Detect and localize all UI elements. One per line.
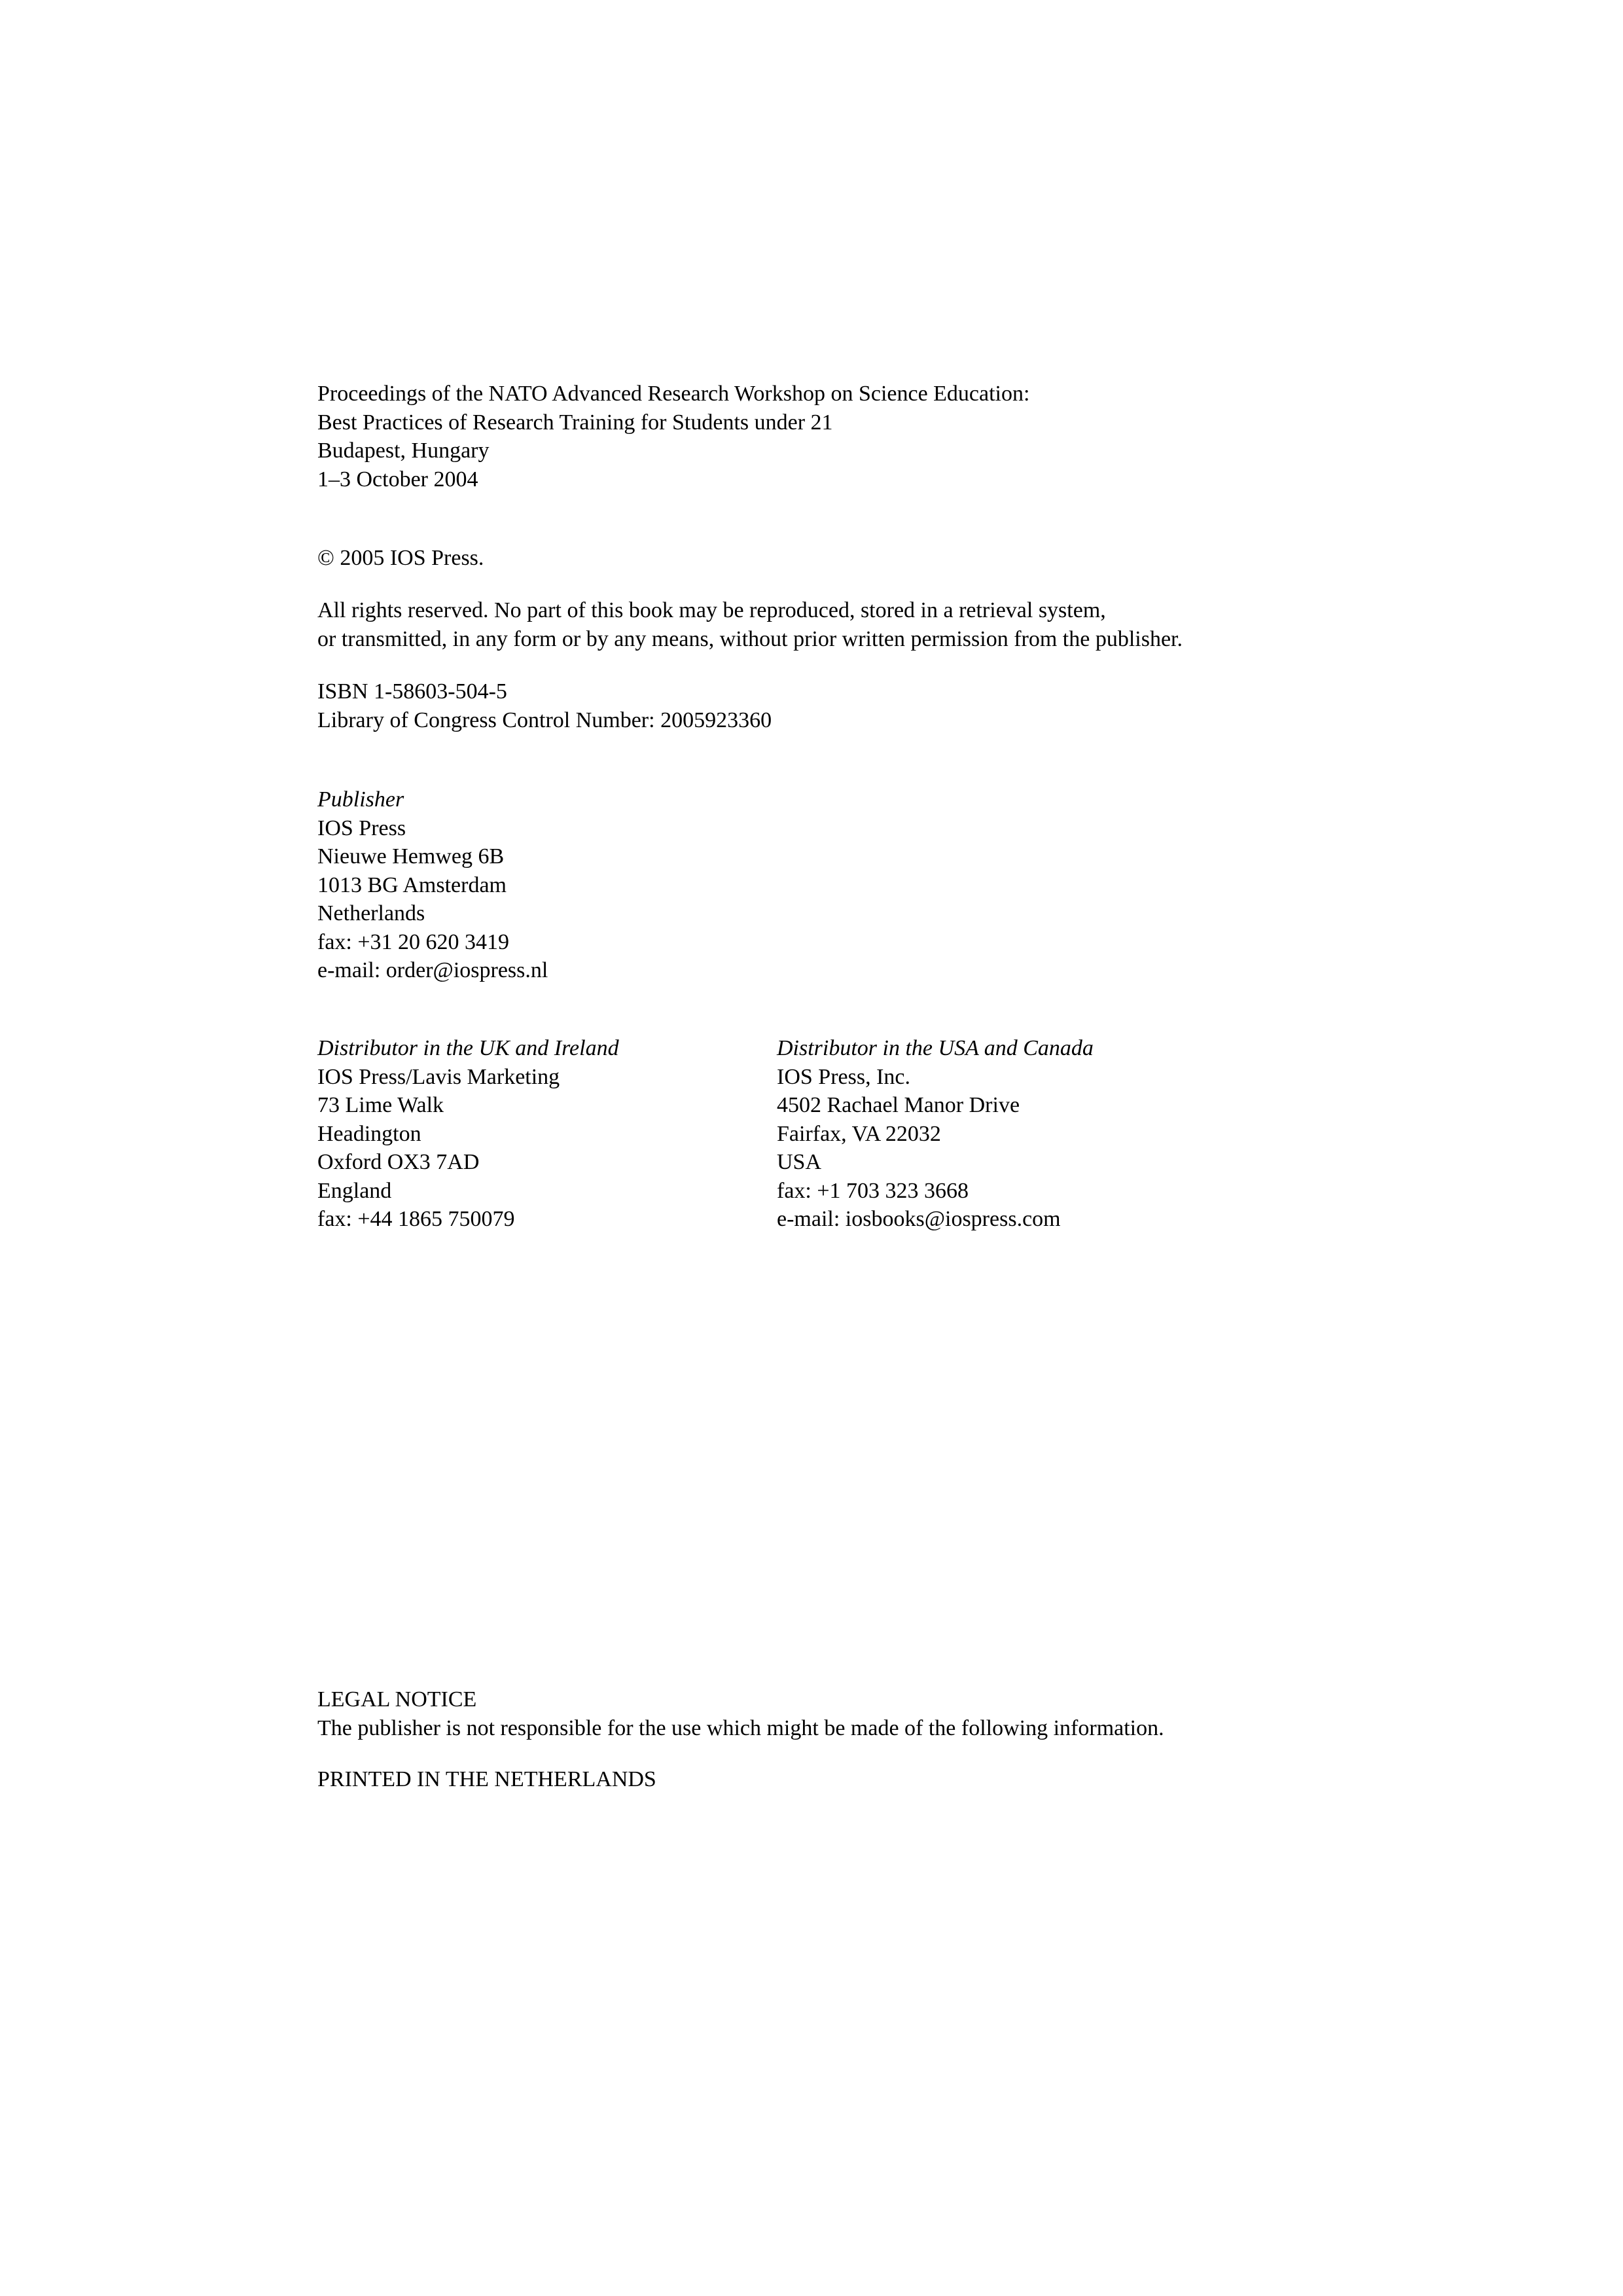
proceedings-line: Proceedings of the NATO Advanced Research Workshop on Science Education: <box>317 382 1030 406</box>
publisher-line: e-mail: order@iospress.nl <box>317 958 548 982</box>
distributor-uk-heading: Distributor in the UK and Ireland <box>317 1036 619 1060</box>
proceedings-line: Budapest, Hungary <box>317 439 490 463</box>
distributor-usa-line: Fairfax, VA 22032 <box>777 1121 941 1146</box>
distributor-uk-line: Headington <box>317 1121 421 1146</box>
distributor-uk-line: Oxford OX3 7AD <box>317 1150 480 1174</box>
publisher-heading: Publisher <box>317 787 404 812</box>
legal-notice <box>317 1685 1164 1742</box>
copyright-notice <box>317 544 484 573</box>
proceedings-line: 1–3 October 2004 <box>317 467 478 492</box>
publisher-line: IOS Press <box>317 816 406 840</box>
printed-line: PRINTED IN THE NETHERLANDS <box>317 1767 656 1791</box>
publisher-line: Nieuwe Hemweg 6B <box>317 844 505 869</box>
distributor-usa-line: USA <box>777 1150 822 1174</box>
proceedings-line: Best Practices of Research Training for Students under 21 <box>317 410 833 435</box>
rights-line: All rights reserved. No part of this book may be reproduced, stored in a retrieval system, <box>317 598 1106 622</box>
publisher-line: Netherlands <box>317 901 425 925</box>
rights-statement <box>317 596 1183 653</box>
distributor-usa-line: IOS Press, Inc. <box>777 1064 910 1089</box>
legal-notice-text: The publisher is not responsible for the use which might be made of the following information. <box>317 1715 1164 1740</box>
distributor-uk-line: fax: +44 1865 750079 <box>317 1207 515 1231</box>
distributor-usa-line: e-mail: iosbooks@iospress.com <box>777 1207 1061 1231</box>
distributor-usa-line: fax: +1 703 323 3668 <box>777 1178 969 1203</box>
distributor-usa-heading: Distributor in the USA and Canada <box>777 1036 1094 1060</box>
distributor-uk-address <box>317 1034 619 1234</box>
isbn-block <box>317 677 772 734</box>
loc-number-line: Library of Congress Control Number: 2005923360 <box>317 708 772 732</box>
distributor-usa-address <box>777 1034 1094 1234</box>
distributor-uk-line: England <box>317 1178 392 1203</box>
publisher-address <box>317 785 548 985</box>
legal-notice-heading: LEGAL NOTICE <box>317 1687 477 1712</box>
copyright-line: © 2005 IOS Press. <box>317 546 484 570</box>
distributor-uk-line: 73 Lime Walk <box>317 1093 444 1117</box>
proceedings-info <box>317 380 1029 493</box>
rights-line: or transmitted, in any form or by any means, without prior written permission from the publisher. <box>317 626 1183 651</box>
distributor-uk-line: IOS Press/Lavis Marketing <box>317 1064 560 1089</box>
distributor-usa-line: 4502 Rachael Manor Drive <box>777 1093 1020 1117</box>
printed-location <box>317 1765 656 1794</box>
publisher-line: 1013 BG Amsterdam <box>317 872 507 897</box>
isbn-line: ISBN 1-58603-504-5 <box>317 679 507 704</box>
publisher-line: fax: +31 20 620 3419 <box>317 929 510 954</box>
